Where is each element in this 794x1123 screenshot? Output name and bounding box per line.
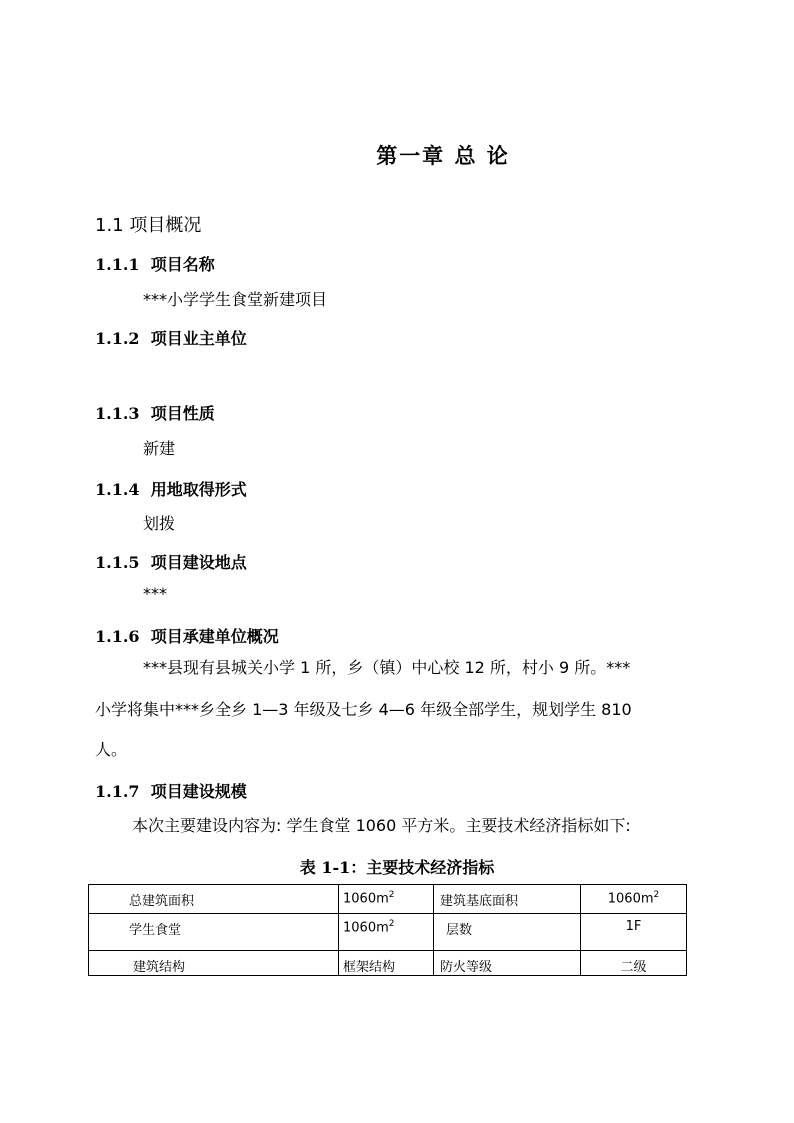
subsection-title: 项目业主单位 (150, 329, 247, 348)
subsection-number: 1.1.1 (95, 255, 140, 274)
subsection-heading-5 (95, 550, 247, 573)
table-cell: 建筑结构 (89, 951, 339, 976)
land-acquisition-text: 划拨 (143, 514, 176, 533)
table-cell: 学生食堂 (89, 914, 339, 951)
subsection-title: 用地取得形式 (150, 480, 247, 499)
subsection-heading-4 (95, 477, 247, 500)
subsection-number: 1.1.5 (95, 553, 140, 572)
table-cell: 建筑基底面积 (434, 885, 581, 914)
table-cell: $1060m^2$ (581, 885, 687, 914)
subsection-title: 项目性质 (150, 404, 215, 423)
subsection-title: 项目建设地点 (150, 553, 247, 572)
table-cell: $1060m^2$ (339, 914, 434, 951)
chapter-title: 第一章 总 论 (376, 143, 510, 168)
subsection-heading-2 (95, 326, 247, 349)
project-location-text: *** (143, 584, 167, 603)
subsection-heading-1 (95, 252, 215, 275)
table-cell: 框架结构 (339, 951, 434, 976)
subsection-title: 项目名称 (150, 255, 215, 274)
table-cell: $1060m^2$ (339, 885, 434, 914)
section-title: 1.1 项目概况 (95, 215, 202, 236)
table-row (89, 885, 687, 914)
table-cell: 二级 (581, 951, 687, 976)
table-cell: 总建筑面积 (89, 885, 339, 914)
table-row (89, 914, 687, 951)
subsection-heading-6 (95, 624, 279, 647)
subsection-heading-7 (95, 779, 247, 802)
subsection-number: 1.1.3 (95, 404, 140, 423)
contractor-paragraph-line: 小学将集中***乡全乡 1—3 年级及七乡 4—6 年级全部学生，规划学生 810 (95, 700, 632, 719)
table-cell: 层数 (434, 914, 581, 951)
subsection-title: 项目建设规模 (150, 782, 247, 801)
project-name-text: ***小学学生食堂新建项目 (143, 290, 328, 309)
contractor-paragraph-line: ***县现有县城关小学 1 所，乡（镇）中心校 12 所，村小 9 所。*** (143, 658, 631, 677)
subsection-number: 1.1.7 (95, 782, 140, 801)
subsection-number: 1.1.2 (95, 329, 140, 348)
table-caption: 表 1-1：主要技术经济指标 (299, 858, 495, 877)
indicator-table (88, 884, 687, 976)
subsection-number: 1.1.6 (95, 627, 140, 646)
table-cell: 1F (581, 914, 687, 951)
contractor-paragraph-line: 人。 (95, 740, 128, 759)
table-cell: 防火等级 (434, 951, 581, 976)
table-row (89, 951, 687, 976)
project-nature-text: 新建 (143, 439, 176, 458)
subsection-heading-3 (95, 401, 215, 424)
scale-description-text: 本次主要建设内容为: 学生食堂 1060 平方米。主要技术经济指标如下: (132, 816, 631, 835)
subsection-number: 1.1.4 (95, 480, 140, 499)
subsection-title: 项目承建单位概况 (150, 627, 279, 646)
